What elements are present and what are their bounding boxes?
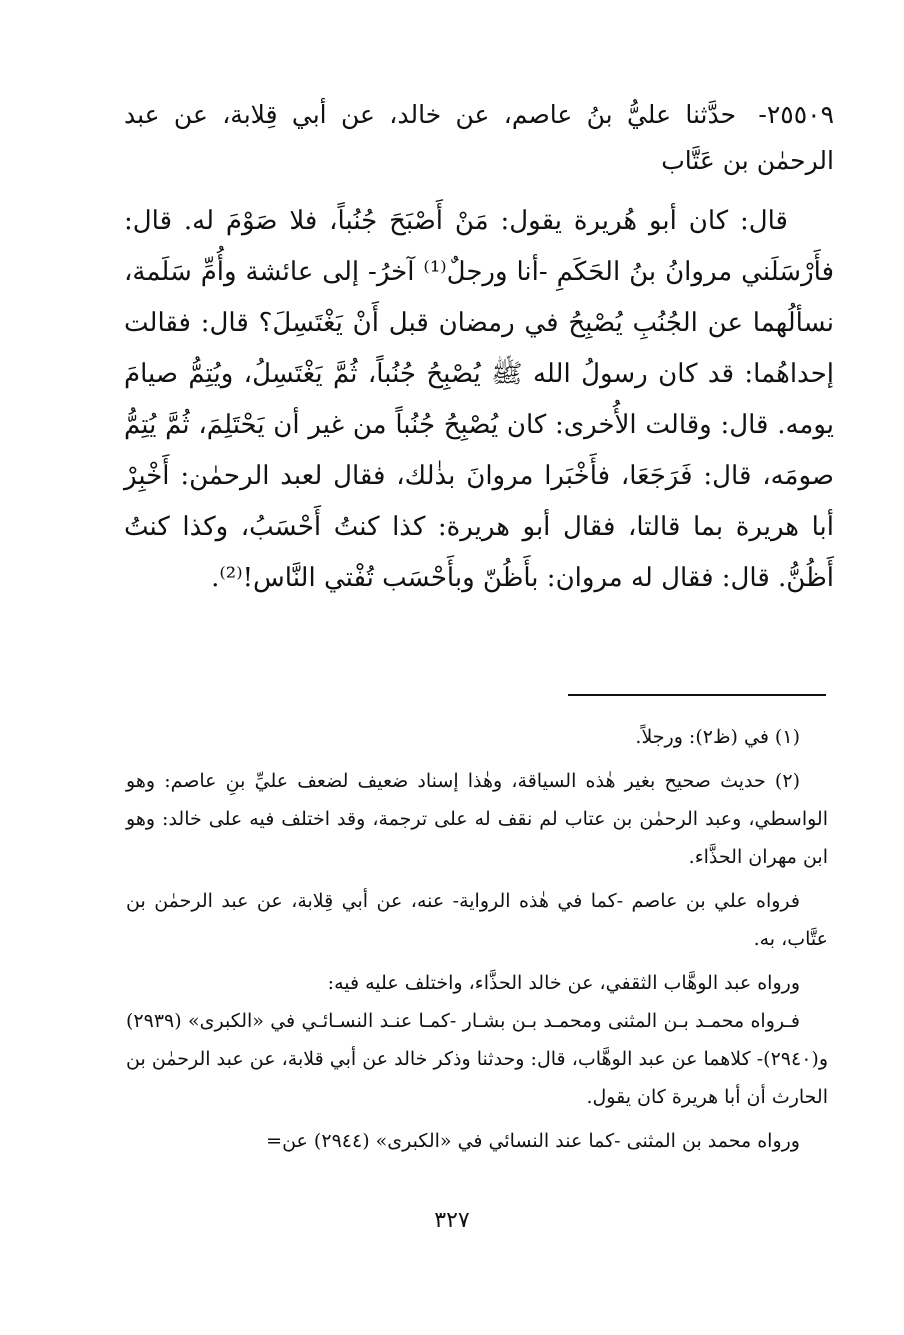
footnotes-section [126,718,828,1160]
footnote-2: (٢) حديث صحيح بغير هٰذه السياقة، وهٰذا إسناد ضعيف لضعف عليِّ بنِ عاصم: وهو الواسطي، وعبد الرحمٰن بن عتاب لم نقف له على ترجمة، وقد اختلف فيه على خالد: وهو ابن مهران الحذَّاء. [126,770,828,868]
footnote-paragraph: ورواه عبد الوهَّاب الثقفي، عن خالد الحذَّاء، واختلف عليه فيه: [327,972,800,994]
footnote-paragraph: فـرواه محمـد بـن المثنى ومحمـد بـن بشـار -كمـا عنـد النسـائـي في «الكبرى» (٢٩٣٩) و(٢٩٤٠)- كلاهما عن عبد الوهَّاب، قال: وحدثنا وذكر خالد عن أبي قلابة، عن عبد الرحمٰن بن الحارث أن أبا هريرة كان يقول. [126,1010,828,1108]
footnote-paragraph: ورواه محمد بن المثنى -كما عند النسائي في «الكبرى» (٢٩٤٤) عن= [266,1130,800,1152]
footnote-divider [568,694,826,696]
hadith-number: ٢٥٥٠٩- [758,100,834,129]
hadith-matn: قال: كان أبو هُريرة يقول: مَنْ أَصْبَحَ جُنُباً، فلا صَوْمَ له. قال: فأَرْسَلَني مروانُ بنُ الحَكَمِ -أنا ورجلٌ⁽¹⁾ آخرُ- إلى عائشة وأُمِّ سَلَمة، نسألُهما عن الجُنُبِ يُصْبِحُ في رمضان قبل أَنْ يَغْتَسِلَ؟ قال: فقالت إحداهُما: قد كان رسولُ الله ﷺ يُصْبِحُ جُنُباً، ثُمَّ يَغْتَسِلُ، ويُتِمُّ صيامَ يومه. قال: وقالت الأُخرى: كان يُصْبِحُ جُنُباً من غير أن يَحْتَلِمَ، ثُمَّ يُتِمُّ صومَه، قال: فَرَجَعَا، فأَخْبَرا مروانَ بذٰلك، فقال لعبد الرحمٰن: أَخْبِرْ أبا هريرة بما قالتا، فقال أبو هريرة: كذا كنتُ أَحْسَبُ، وكذا كنتُ أَظُنُّ. قال: فقال له مروان: بأَظُنّ وبأَحْسَب تُفْتي النَّاس!⁽²⁾. [124,206,834,593]
footnote-1: (١) في (ظ٢): ورجلاً. [635,726,800,748]
page-number: ٣٢٧ [434,1208,470,1233]
hadith-isnad: حدَّثنا عليُّ بنُ عاصم، عن خالد، عن أبي قِلابة، عن عبد الرحمٰن بن عَتَّاب [124,100,834,175]
main-content [124,92,834,604]
footnote-paragraph: فرواه علي بن عاصم -كما في هٰذه الرواية- عنه، عن أبي قِلابة، عن عبد الرحمٰن بن عتَّاب، به. [126,890,828,950]
hadith-header [124,92,834,184]
